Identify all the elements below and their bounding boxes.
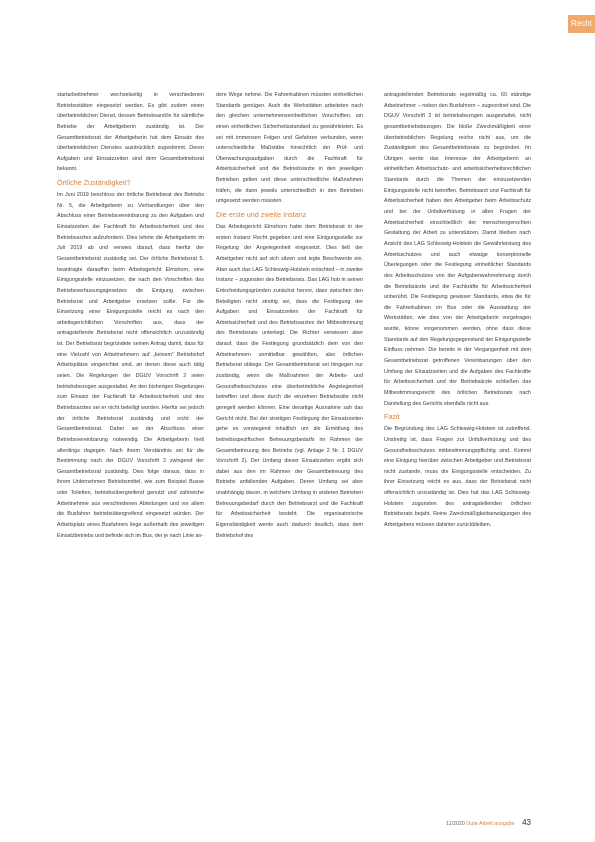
section-heading: Örtliche Zuständigkeit?: [57, 178, 131, 188]
footer-suffix: ausgabe: [494, 821, 515, 827]
body-paragraph: antragstellenden Betriebsrats regelmäßig ca. 60 ständige Arbeitnehmer – neben den Busfahrern – zugeordnet sind. Die DGUV Vorschrift 2 ist betriebsbezogen ausgestaltet, nicht gesamtbetriebsbezogen. Die bloße Zweckmäßigkeit einer überbetrieblichen Regelung reiche nicht aus, um die Zuständigkeit des Gesamtbetriebsrats zu begründen. Im Übrigen werde das Interesse der Arbeitgeberin an einheitlichen Arbeitsschutz- und arbeitssicherheitsrechtlichen Standards durch die Themen der einzusetzenden Einigungsstelle nicht betroffen. Betriebsarzt und Fachkraft für Arbeitssicherheit haben den Arbeitgeber beim Arbeitsschutz und bei der Unfallverhütung in allen Fragen der Arbeitssicherheit einschließlich der menschengerechten Gestaltung der Arbeit zu unterstützen. Damit bleiben nach Ansicht des LAG Schleswig-Holstein die Gewährleistung des Arbeitsschutzes und auch etwaige konzeptionelle Überlegungen oder die Festlegung einheitlicher Standards des Arbeitsschutzes von der Aufgabenwahrnehmung durch die Betriebsärzte und die Fachkräfte für Arbeitssicherheit unberührt. Die Festlegung gewisser Standards, etwa die für die Fahrerkabinen im Bus oder die Ausstattung der Werkstätten, wie dies von der Arbeitgeberin vorgetragen wurde, könne vorgenommen werden, ohne dass diese Standards auf den Regelungsgegenstand der Einigungsstelle Einfluss nehmen. Die bereits in der Vergangenheit mit dem Gesamtbetriebsrat getroffenen Vereinbarungen über den Umfang der Einsatzzeiten und die Aufgaben des Fachkräfte für Arbeitssicherheit und der Betriebsärzte schließen das Mitbestimmungsrecht des örtlichen Betriebsrats nach Darstellung des Gerichts ebenfalls nicht aus.: [384, 92, 531, 407]
section-heading: Fazit: [384, 412, 400, 422]
body-paragraph: dere Wege nehme. Die Fahrerkabinen müssten einheitlichen Standards genügen. Auch die Werkstätten arbeiteten nach den gleichen unternehmenseinheitlichen Vorschriften, um einen einheitlichen Sicherheitsstandard zu gewährleisten. Es sei mit immensen Folgen und Gefahren verbunden, wenn unterschiedliche Maßstäbe hinsichtlich der Prüf- und Überwachungsaufgaben durch die Fachkraft für Arbeitssicherheit und die Betriebsärzte in den jeweiligen Betrieben gelten und diese unterschiedliche Maßnahmen träfen, die dann jeweils unterschiedlich in den Betrieben umgesetzt werden müssten.: [216, 92, 363, 205]
body-paragraph: Im Juni 2019 beschloss der örtliche Betriebsrat des Betriebs Nr. 5, die Arbeitgeberin zu Verhandlungen über den Abschluss einer Betriebsvereinbarung zu den Aufgaben und Einsatzzeiten der Fachkraft für Arbeitssicherheit und des Betriebsarztes aufzufordern. Dies lehnte die Arbeitgeberin im Juli 2019 ab und verwies darauf, dass hierfür der Gesamtbetriebsrat zuständig sei. Der örtliche Betriebsrat 5. beantragte daraufhin beim Arbeitsgericht Elmshorn, eine Einigungsstelle einzusetzen, die nach den Vorschriften des Betriebsverfassungsgesetzes die Einigung zwischen Betriebsrat und Arbeitgeber ersetzen sollte. Für die Einsetzung einer Einigungsstelle reicht es nach den arbeitsgerichtlichen Vorschriften aus, dass der antragstellende Betriebsrat nicht offensichtlich unzuständig ist. Der Betriebsrat begründete seinen Antrag damit, dass für eine Vielzahl von Arbeitnehmern auf „keinem“ Betriebshof Arbeitsplätze eingerichtet sind, an denen diese auch tätig seien. Die Regelungen der DGUV Vorschrift 2 seien betriebsbezogen ausgestaltet. An den bisherigen Regelungen zum Einsatz der Fachkraft für Arbeitssicherheit und des Betriebsarztes sei er nicht beteiligt worden. Hierfür sei jedoch der örtliche Betriebsrat zuständig und nicht der Gesamtbetriebsrat. Daher sei der Abschluss einer Betriebsvereinbarung notwendig. Die Arbeitgeberin hielt allerdings dagegen. Nach ihrem Verständnis sei für die Bestimmung nach der DGUV Vorschrift 2 zwingend der Gesamtbetriebsrat zuständig. Dies folge daraus, dass in ihrem Unternehmen Betriebsmittel, wie zum Beispiel Busse oder Toiletten, betriebsübergreifend genutzt und zahlreiche Arbeitnehmer aus verschiedenen Abteilungen und vor allem die Busfahrer betriebsübergreifend eingesetzt würden. Der Arbeitsplatz eines Busfahrers liege außerhalb des jeweiligen Einsatzbetriebs und befinde sich im Bus, der je nach Linie an-: [57, 192, 204, 539]
body-paragraph: Die Begründung des LAG Schleswig-Holstein ist zutreffend. Unstreitig ist, dass Fragen zur Unfallverhütung und des Gesundheitsschutzes mitbestimmungspflichtig sind. Kommt eine Einigung hierüber zwischen Arbeitgeber und Betriebsrat nicht zustande, muss die Einigungsstelle entscheiden. Zu ihrer Einsetzung reicht es aus, dass der Betriebsrat nicht offensichtlich unzuständig ist. Dies hat das LAG Schleswig-Holstein zugunsten des antragstellenden örtlichen Betriebsrats bejaht. Reine Zweckmäßigkeitserwägungen des Arbeitgebers müssen dahinter zurückbleiben.: [384, 426, 531, 528]
column-middle: [216, 90, 363, 541]
section-heading: Die erste und zweite Instanz: [216, 210, 307, 220]
page-number: 43: [522, 818, 531, 827]
footer-issue: 11/2020: [446, 821, 465, 827]
body-paragraph: Das Arbeitsgericht Elmshorn hatte dem Betriebsrat in der ersten Instanz Recht gegeben und eine Einigungsstelle zur Regelung der Angelegenheit eingesetzt. Dies ließ der Arbeitgeber nicht auf sich sitzen und legte Beschwerde ein. Aber auch das LAG Schleswig-Holstein entschied – in zweiter Instanz – zugunsten des Betriebsrats. Das LAG hob in seinen Entscheidungsgründen zunächst hervor, dass zwischen den Beteiligten nicht streitig sei, dass die Festlegung der Aufgaben und Einsatzzeiten der Fachkraft für Arbeitssicherheit und des Betriebsarztes der Mitbestimmung des Betriebsrats unterliegt. Die Richter verwiesen aber darauf, dass die Festlegung grundsätzlich dem von den Arbeitnehmern unmittelbar gewählten, also örtlichen Betriebsrat obliege. Der Gesamtbetriebsrat sei hingegen nur zuständig, wenn die Maßnahmen der Arbeits- und Gesundheitsschutzes eine überbetriebliche Angelegenheit betreffen und diese durch die einzelnen Betriebsräte nicht geregelt werden können. Eine derartige Ausnahme sah das Gericht nicht. Bei der streitigen Festlegung der Einsatzzeiten gehe es vorwiegend inhaltlich um die Ermittlung des betriebsspezifischen Betreuungsbedarfs im Rahmen der Gesamtbetreuung des Betriebs (vgl. Anlage 2 Nr. 1 DGUV Vorschrift 2). Der Umfang dieser Einsatzzeiten ergibt sich dabei aus den im Rahmen der Gesamtbetreuung des Betriebs anfallenden Aufgaben. Deren Umfang sei aber unabhängig davon, in welchem Umfang in anderen Betrieben Betreuungsbedarf durch den Betriebsarzt und die Fachkraft für Arbeitssicherheit besteht. Die organisatorische Eigenständigkeit werde auch dadurch deutlich, dass dem Betriebshof des: [216, 224, 363, 539]
page-footer: [0, 818, 531, 827]
section-tag: Recht: [568, 15, 595, 33]
body-paragraph: startarbeitnehmer wechselseitig in verschiedenen Betriebsstätten eingesetzt werden. Es gibt zudem einen überbetrieblichen Dienst, dessen Betriebsarzt/in für sämtliche Betriebe der Arbeitgeberin zuständig ist. Der Gesamtbetriebsrat der Arbeitgeberin hat dem Einsatz des überbetrieblichen Dienstes ausdrücklich zugestimmt. Deren Aufgaben und Einsatzzeiten sind dem Gesamtbetriebsrat bekannt.: [57, 92, 204, 173]
footer-magazine: Gute Arbeit: [466, 821, 493, 827]
column-left: [57, 90, 204, 541]
column-right: [384, 90, 531, 531]
